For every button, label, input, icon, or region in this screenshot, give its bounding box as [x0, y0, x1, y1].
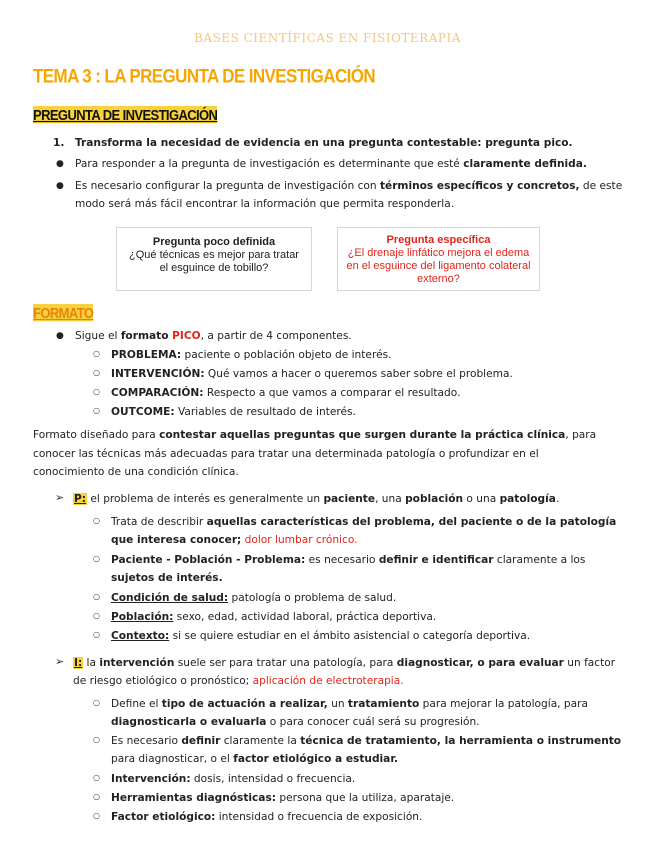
text: es necesario: [305, 554, 379, 566]
sub-item: [111, 367, 513, 381]
circle-bullet-icon: ○: [93, 611, 100, 620]
text: dosis, intensidad o frecuencia.: [190, 773, 356, 785]
text: Para responder a la pregunta de investigación es determinante que esté: [75, 158, 464, 170]
i-sub-item: [111, 734, 621, 748]
text: suele ser para tratar una patología, para: [174, 657, 397, 669]
text-bold: contestar aquellas preguntas que surgen durante la práctica clínica: [159, 429, 566, 441]
text-bold: aquellas características del problema, del paciente o de la patología: [206, 516, 617, 528]
text-bold: formato: [120, 330, 173, 342]
vague-question-box: [116, 227, 312, 291]
p-letter: P:: [74, 493, 87, 505]
text: claramente a los: [493, 554, 586, 566]
section-heading-pregunta: [33, 106, 217, 123]
section-heading-formato: [33, 304, 93, 321]
box-title: Pregunta poco definida: [152, 236, 276, 248]
i-sub-item: [111, 697, 588, 711]
p-sub-item-continued: [111, 533, 358, 547]
text: sexo, edad, actividad laboral, práctica deportiva.: [173, 611, 437, 623]
text: persona que la utiliza, aparataje.: [276, 792, 455, 804]
example-red: aplicación de electroterapia.: [252, 675, 404, 687]
circle-bullet-icon: ○: [93, 630, 100, 639]
text: el problema de interés es generalmente un: [87, 493, 324, 505]
box-line: externo?: [417, 273, 460, 285]
bullet-icon: ●: [56, 181, 64, 191]
pico-label: PICO: [172, 330, 201, 342]
paragraph-line: conocimiento de una condición clínica.: [33, 466, 239, 478]
text-bold: diagnosticarla o evaluarla: [111, 716, 267, 728]
text-bold: sujetos de interés.: [111, 572, 223, 584]
circle-bullet-icon: ○: [93, 387, 100, 396]
paragraph-line: conocer las técnicas más adecuadas para tratar una determinada patología o profundizar en el: [33, 448, 539, 460]
document-header: BASES CIENTÍFICAS EN FISIOTERAPIA: [194, 31, 461, 45]
i-letter: I:: [74, 657, 83, 669]
bullet-item-continued: modo será más fácil encontrar la información que permita responderla.: [75, 198, 455, 210]
text: de este: [579, 180, 623, 192]
label: Población:: [111, 611, 174, 623]
sub-item: [111, 386, 460, 400]
label: COMPARACIÓN:: [111, 387, 204, 399]
section-heading-text: FORMATO: [33, 304, 94, 322]
text: .: [555, 493, 560, 505]
circle-bullet-icon: ○: [93, 792, 100, 801]
text: , a partir de 4 componentes.: [200, 330, 352, 342]
box-line: ¿Qué técnicas es mejor para tratar: [129, 249, 299, 261]
i-sub-item: [111, 772, 355, 786]
bullet-icon: ●: [56, 331, 64, 341]
bullet-item: [75, 179, 622, 193]
text: , para: [565, 429, 597, 441]
bullet-item: [75, 329, 352, 343]
circle-bullet-icon: ○: [93, 735, 100, 744]
text-bold: claramente definida.: [463, 158, 587, 170]
text: para mejorar la patología, para: [419, 698, 588, 710]
bullet-item: [75, 157, 587, 171]
text-bold: que interesa conocer;: [111, 534, 242, 546]
text-bold: intervención: [99, 657, 175, 669]
bullet-icon: ●: [56, 159, 64, 169]
text: patología o problema de salud.: [228, 592, 397, 604]
i-sub-item: [111, 791, 454, 805]
text: para diagnosticar, o el: [111, 753, 234, 765]
sub-item: [111, 348, 391, 362]
arrow-bullet-icon: ➢: [55, 491, 65, 504]
specific-question-box: [337, 227, 540, 291]
text-bold: población: [405, 493, 464, 505]
text: si se quiere estudiar en el ámbito asistencial o categoría deportiva.: [169, 630, 531, 642]
i-definition-continued: [73, 674, 404, 688]
i-sub-item-continued: [111, 752, 398, 766]
p-sub-item: [111, 553, 585, 567]
text-bold: definir e identificar: [378, 554, 494, 566]
numbered-item-text: [75, 136, 573, 150]
text: la: [83, 657, 100, 669]
circle-bullet-icon: ○: [93, 698, 100, 707]
text-bold: diagnosticar, o para evaluar: [396, 657, 564, 669]
label: PROBLEMA:: [111, 349, 182, 361]
p-sub-item: [111, 629, 530, 643]
label: Factor etiológico:: [111, 811, 216, 823]
text: de riesgo etiológico o pronóstico;: [73, 675, 253, 687]
text: Qué vamos a hacer o queremos saber sobre el problema.: [204, 368, 513, 380]
text: un factor: [563, 657, 616, 669]
p-sub-item: [111, 515, 616, 529]
text: Trata de describir: [111, 516, 207, 528]
circle-bullet-icon: ○: [93, 773, 100, 782]
i-sub-item-continued: [111, 715, 480, 729]
text: un: [327, 698, 348, 710]
circle-bullet-icon: ○: [93, 368, 100, 377]
text-bold: factor etiológico a estudiar.: [233, 753, 399, 765]
text: claramente la: [220, 735, 301, 747]
text: Variables de resultado de interés.: [174, 406, 356, 418]
text: Es necesario configurar la pregunta de investigación con: [75, 180, 380, 192]
text: Sigue el: [75, 330, 121, 342]
numbered-item: [53, 136, 64, 150]
label: Condición de salud:: [111, 592, 229, 604]
text: Define el: [111, 698, 162, 710]
text: o una: [463, 493, 500, 505]
p-sub-item: [111, 591, 396, 605]
sub-item: [111, 405, 356, 419]
text-bold: Paciente - Población - Problema:: [111, 554, 306, 566]
label: Intervención:: [111, 773, 191, 785]
text-bold: definir: [181, 735, 221, 747]
p-sub-item-continued: [111, 571, 223, 585]
label: Contexto:: [111, 630, 170, 642]
circle-bullet-icon: ○: [93, 516, 100, 525]
i-definition: [73, 656, 615, 670]
text: paciente o población objeto de interés.: [181, 349, 392, 361]
circle-bullet-icon: ○: [93, 554, 100, 563]
circle-bullet-icon: ○: [93, 811, 100, 820]
text-bold: tratamiento: [347, 698, 420, 710]
box-title: Pregunta específica: [386, 234, 491, 246]
section-heading-text: PREGUNTA DE INVESTIGACIÓN: [33, 106, 218, 124]
label: Herramientas diagnósticas:: [111, 792, 276, 804]
example-red: dolor lumbar crónico.: [241, 534, 358, 546]
label: OUTCOME:: [111, 406, 175, 418]
text-bold: paciente: [323, 493, 376, 505]
text: , una: [375, 493, 406, 505]
text: intensidad o frecuencia de exposición.: [215, 811, 423, 823]
box-line: en el esguince del ligamento colateral: [346, 260, 531, 272]
text: Respecto a que vamos a comparar el resultado.: [203, 387, 461, 399]
item1-text: Transforma la necesidad de evidencia en una pregunta contestable: pregunta pico.: [75, 137, 573, 149]
text-bold: patología: [499, 493, 556, 505]
box-line: el esguince de tobillo?: [159, 262, 269, 274]
text: o para conocer cuál será su progresión.: [266, 716, 480, 728]
box-line: ¿El drenaje linfático mejora el edema: [347, 247, 530, 259]
arrow-bullet-icon: ➢: [55, 655, 65, 668]
text: Formato diseñado para: [33, 429, 160, 441]
text-bold: técnica de tratamiento, la herramienta o instrumento: [300, 735, 622, 747]
text: Es necesario: [111, 735, 182, 747]
i-sub-item: [111, 810, 422, 824]
p-sub-item: [111, 610, 436, 624]
page-title: TEMA 3 : LA PREGUNTA DE INVESTIGACIÓN: [33, 65, 376, 87]
text-bold: tipo de actuación a realizar,: [161, 698, 328, 710]
circle-bullet-icon: ○: [93, 406, 100, 415]
p-definition: [73, 492, 559, 506]
paragraph-line: [33, 428, 596, 442]
circle-bullet-icon: ○: [93, 349, 100, 358]
label: INTERVENCIÓN:: [111, 368, 205, 380]
item-number: 1.: [53, 137, 65, 149]
circle-bullet-icon: ○: [93, 592, 100, 601]
text-bold: términos específicos y concretos,: [379, 180, 580, 192]
